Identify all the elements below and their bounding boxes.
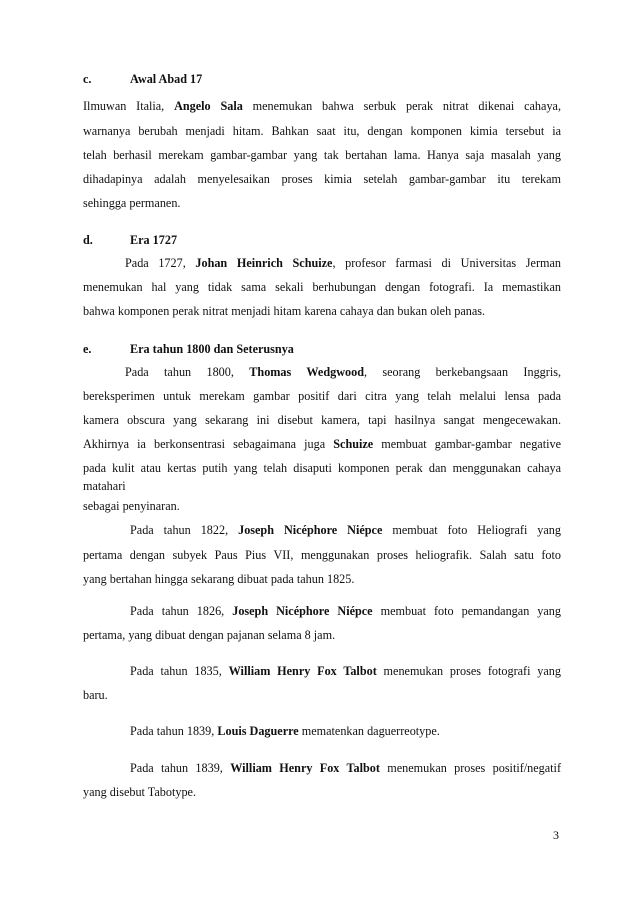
section-e-p2-line-3: yang bertahan hingga sekarang dibuat pada tahun 1825. bbox=[83, 572, 355, 586]
text-run: Pada tahun 1835, bbox=[130, 664, 229, 678]
person-name: Joseph Nicéphore Niépce bbox=[238, 523, 383, 537]
text-run: , profesor farmasi di Universitas Jerman bbox=[332, 256, 561, 270]
text-run: Akhirnya ia berkonsentrasi sebagaimana juga bbox=[83, 437, 334, 451]
page-number: 3 bbox=[553, 828, 559, 842]
text-run: membuat gambar-gambar negative bbox=[373, 437, 561, 451]
section-c-heading bbox=[83, 72, 561, 87]
section-c-line-3: telah berhasil merekam gambar-gambar yang tak bertahan lama. Hanya saja masalah yang bbox=[83, 148, 561, 162]
person-name: Joseph Nicéphore Niépce bbox=[232, 604, 373, 618]
section-e-p2-line-2: pertama dengan subyek Paus Pius VII, menggunakan proses heliografik. Salah satu foto bbox=[83, 548, 561, 562]
section-d-title: Era 1727 bbox=[130, 233, 178, 247]
person-name: Thomas Wedgwood bbox=[249, 365, 364, 379]
text-run: menemukan proses fotografi yang bbox=[376, 664, 561, 678]
text-run: Pada tahun 1826, bbox=[130, 604, 233, 618]
person-name: William Henry Fox Talbot bbox=[228, 664, 377, 678]
section-e-p1-line-2: bereksperimen untuk merekam gambar positif dari citra yang telah melalui lensa pada bbox=[83, 389, 561, 403]
text-run: membuat foto pemandangan yang bbox=[372, 604, 561, 618]
text-run: mematenkan daguerreotype. bbox=[298, 724, 440, 738]
person-name: William Henry Fox Talbot bbox=[230, 761, 380, 775]
section-e-p4-line-1 bbox=[130, 664, 561, 679]
section-d-line-1 bbox=[125, 256, 561, 271]
section-e-p5-line-1 bbox=[130, 724, 561, 739]
section-e-letter: e. bbox=[83, 342, 92, 356]
person-name: Johan Heinrich Schuize bbox=[195, 256, 333, 270]
text-run: membuat foto Heliografi yang bbox=[382, 523, 561, 537]
person-name: Schuize bbox=[333, 437, 374, 451]
person-name: Louis Daguerre bbox=[217, 724, 299, 738]
section-e-p1-line-5: pada kulit atau kertas putih yang telah disaputi komponen perak dan menggunakan cahaya bbox=[83, 461, 561, 475]
section-c-letter: c. bbox=[83, 72, 92, 86]
section-e-p1-line-6: matahari bbox=[83, 479, 126, 493]
section-e-p1-line-1 bbox=[125, 365, 561, 380]
text-run: Pada tahun 1800, bbox=[125, 365, 250, 379]
section-e-p6-line-2: yang disebut Tabotype. bbox=[83, 785, 196, 799]
section-e-p1-line-4 bbox=[83, 437, 561, 452]
text-run: Pada 1727, bbox=[125, 256, 196, 270]
section-c-line-5: sehingga permanen. bbox=[83, 196, 181, 210]
text-run: menemukan proses positif/negatif bbox=[379, 761, 561, 775]
text-run: Ilmuwan Italia, bbox=[83, 99, 175, 113]
text-run: Pada tahun 1822, bbox=[130, 523, 239, 537]
section-e-p2-line-1 bbox=[130, 523, 561, 538]
section-c-line-2: warnanya berubah menjadi hitam. Bahkan saat itu, dengan komponen kimia tersebut ia bbox=[83, 124, 561, 138]
text-run: , seorang berkebangsaan Inggris, bbox=[363, 365, 561, 379]
section-d-line-2: menemukan hal yang tidak sama sekali berhubungan dengan fotografi. Ia memastikan bbox=[83, 280, 561, 294]
section-c-line-4: dihadapinya adalah menyelesaikan proses kimia setelah gambar-gambar itu terekam bbox=[83, 172, 561, 186]
section-d-line-3: bahwa komponen perak nitrat menjadi hitam karena cahaya dan bukan oleh panas. bbox=[83, 304, 486, 318]
person-name: Angelo Sala bbox=[174, 99, 243, 113]
section-d-letter: d. bbox=[83, 233, 93, 247]
section-c-title: Awal Abad 17 bbox=[130, 72, 203, 86]
text-run: Pada tahun 1839, bbox=[130, 761, 231, 775]
section-e-p4-line-2: baru. bbox=[83, 688, 108, 702]
section-c-line-1 bbox=[83, 99, 561, 114]
section-e-p6-line-1 bbox=[130, 761, 561, 776]
section-e-p3-line-2: pertama, yang dibuat dengan pajanan selama 8 jam. bbox=[83, 628, 336, 642]
section-e-p1-line-7: sebagai penyinaran. bbox=[83, 499, 180, 513]
text-run: menemukan bahwa serbuk perak nitrat dikenai cahaya, bbox=[242, 99, 561, 113]
section-e-title: Era tahun 1800 dan Seterusnya bbox=[130, 342, 294, 356]
section-d-heading bbox=[83, 233, 561, 248]
text-run: Pada tahun 1839, bbox=[130, 724, 218, 738]
section-e-p1-line-3: kamera obscura yang sekarang ini disebut kamera, tapi hasilnya sangat mengecewakan. bbox=[83, 413, 561, 427]
section-e-p3-line-1 bbox=[130, 604, 561, 619]
section-e-heading bbox=[83, 342, 561, 357]
